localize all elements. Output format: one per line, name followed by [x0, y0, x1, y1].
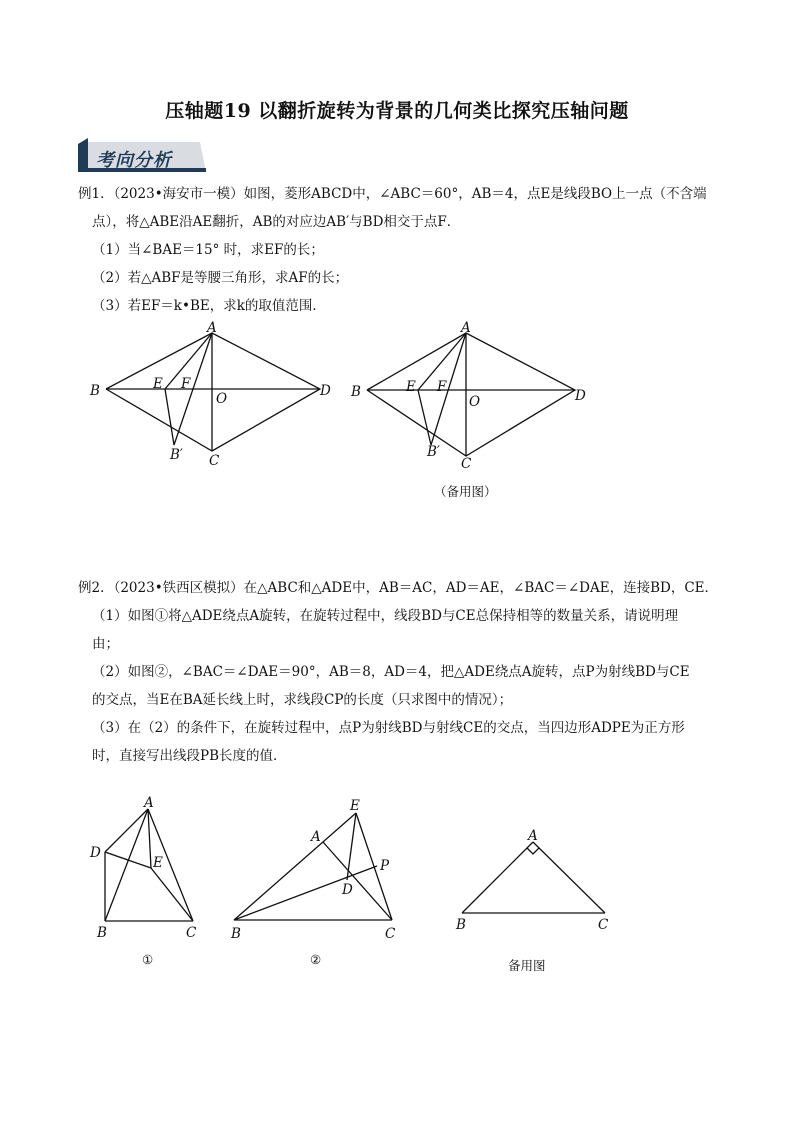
page-title: 压轴题19 以翻折旋转为背景的几何类比探究压轴问题: [165, 100, 629, 122]
spare2-label-C: C: [598, 917, 609, 933]
fig2-label-A: A: [311, 829, 321, 845]
ex1-line2: 点），将△ABE沿AE翻折，AB的对应边AB′与BD相交于点F．: [92, 214, 461, 230]
spare-label-E: E: [406, 379, 416, 395]
spare-label-B: B: [351, 384, 361, 400]
ex2-line1: 例2．（2023•铁西区模拟）在△ABC和△ADE中，AB＝AC，AD＝AE，∠BAC＝∠DAE，连接BD，CE．: [78, 580, 719, 596]
fig1-label-C: C: [186, 925, 197, 941]
fig2-label-D: D: [342, 882, 353, 898]
label-B-prime: B′: [170, 447, 183, 463]
ex1-spare-caption: （备用图）: [434, 484, 497, 499]
fig1-label-D: D: [90, 845, 101, 861]
ex1-question-2: （2）若△ABF是等腰三角形，求AF的长；: [92, 270, 349, 286]
label-D: D: [320, 383, 331, 399]
fig2-label-P: P: [380, 858, 390, 874]
fig1-caption: ①: [142, 952, 154, 967]
section-banner-label: 考向分析: [96, 150, 172, 171]
ex2-question-2a: （2）如图②，∠BAC＝∠DAE＝90°，AB＝8，AD＝4，把△ADE绕点A旋转，点P为射线BD与CE: [92, 664, 690, 680]
ex1-question-3: （3）若EF＝k•BE，求k的取值范围．: [92, 298, 326, 314]
ex2-question-1a: （1）如图①将△ADE绕点A旋转，在旋转过程中，线段BD与CE总保持相等的数量关系，请说明理: [92, 608, 679, 624]
spare2-label-B: B: [456, 917, 466, 933]
label-A: A: [207, 320, 217, 336]
fig2-label-B: B: [231, 926, 241, 942]
ex2-question-2b: 的交点，当E在BA延长线上时，求线段CP的长度（只求图中的情况）；: [92, 692, 513, 708]
ex1-question-1: （1）当∠BAE＝15° 时，求EF的长；: [92, 242, 324, 258]
fig2-caption: ②: [310, 952, 322, 967]
fig1-label-E: E: [153, 855, 163, 871]
spare2-caption: 备用图: [508, 958, 546, 973]
spare-label-O: O: [469, 394, 481, 410]
label-E: E: [153, 376, 163, 392]
fig1-label-A: A: [144, 795, 154, 811]
label-O: O: [216, 391, 228, 407]
ex2-question-3a: （3）在（2）的条件下，在旋转过程中，点P为射线BD与射线CE的交点，当四边形ADPE为正方形: [92, 720, 685, 736]
fig1-label-B: B: [97, 925, 107, 941]
spare-label-D: D: [575, 388, 586, 404]
spare-label-C: C: [461, 456, 472, 472]
fig2-label-E: E: [350, 798, 360, 814]
spare-label-F: F: [437, 379, 447, 395]
spare2-label-A: A: [528, 828, 538, 844]
spare-label-B-prime: B′: [427, 444, 440, 460]
label-B: B: [90, 383, 100, 399]
label-F: F: [181, 376, 191, 392]
ex2-question-3b: 时，直接写出线段PB长度的值．: [92, 748, 287, 764]
label-C: C: [209, 453, 220, 469]
ex2-question-1b: 由；: [92, 636, 119, 652]
ex1-line1: 例1．（2023•海安市一模）如图，菱形ABCD中，∠ABC＝60°，AB＝4，点E是线段BO上一点（不含端: [78, 186, 707, 202]
spare-label-A: A: [461, 320, 471, 336]
fig2-label-C: C: [385, 926, 396, 942]
